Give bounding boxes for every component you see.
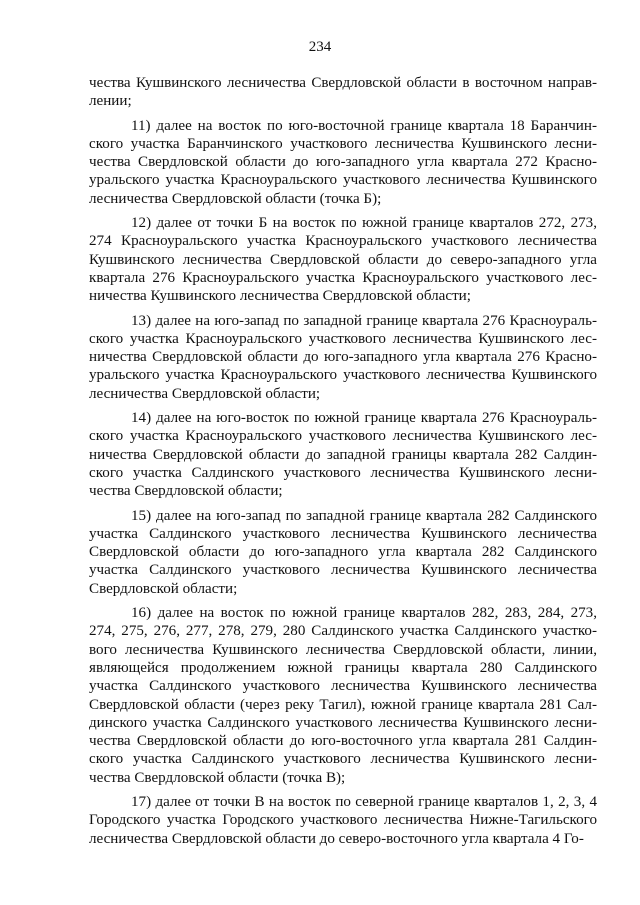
paragraph: 14) далее на юго-восток по южной границе квартала 276 Красноуральского участка Красноуральского участкового лесничества Кушвинского лесничества Свердловской области до западной границы квартала 282 Салдинского участка Салдинского участкового лесничества Кушвинского лесничества Свердловской области; (89, 410, 597, 500)
paragraph: 17) далее от точки В на восток по северной границе кварталов 1, 2, 3, 4 Городского участка Городского участкового лесничества Нижне-Тагильского лесничества Свердловской области до северо-восточного угла квартала 4 Го- (89, 793, 597, 847)
paragraph: 12) далее от точки Б на восток по южной границе кварталов 272, 273, 274 Красноуральского участка Красноуральского участкового лесничества Кушвинского лесничества Свердловской области до северо-западного угла квартала 276 Красноуральского участка Красноуральского участкового лесничества Кушвинского лесничества Свердловской области; (89, 215, 597, 305)
paragraph: чества Кушвинского лесничества Свердловской области в восточном направлении; (89, 75, 597, 110)
body-text (89, 74, 597, 854)
page-number: 234 (308, 39, 332, 55)
paragraph: 15) далее на юго-запад по западной границе квартала 282 Салдинского участка Салдинского участкового лесничества Кушвинского лесничества Свердловской области до юго-западного угла квартала 282 Салдинского участка Салдинского участкового лесничества Кушвинского лесничества Свердловской области; (89, 507, 597, 597)
paragraph: 13) далее на юго-запад по западной границе квартала 276 Красноуральского участка Красноуральского участкового лесничества Кушвинского лесничества Свердловской области до юго-западного угла квартала 276 Красноуральского участка Красноуральского участкового лесничества Кушвинского лесничества Свердловской области; (89, 312, 597, 402)
paragraph: 16) далее на восток по южной границе кварталов 282, 283, 284, 273, 274, 275, 276, 277, 278, 279, 280 Салдинского участка Салдинского участкового лесничества Кушвинского лесничества Свердловской области, линии, являющейся продолжением южной границы квартала 280 Салдинского участка Салдинского участкового лесничества Кушвинского лесничества Свердловской области (через реку Тагил), южной границе квартала 281 Салдинского участка Салдинского участкового лесничества Кушвинского лесничества Свердловской области до юго-восточного угла квартала 281 Салдинского участка Салдинского участкового лесничества Кушвинского лесничества Свердловской области (точка В); (89, 605, 597, 786)
paragraph: 11) далее на восток по юго-восточной границе квартала 18 Баранчинского участка Баранчинского участкового лесничества Кушвинского лесничества Свердловской области до юго-западного угла квартала 272 Красноуральского участка Красноуральского участкового лесничества Кушвинского лесничества Свердловской области (точка Б); (89, 117, 597, 207)
